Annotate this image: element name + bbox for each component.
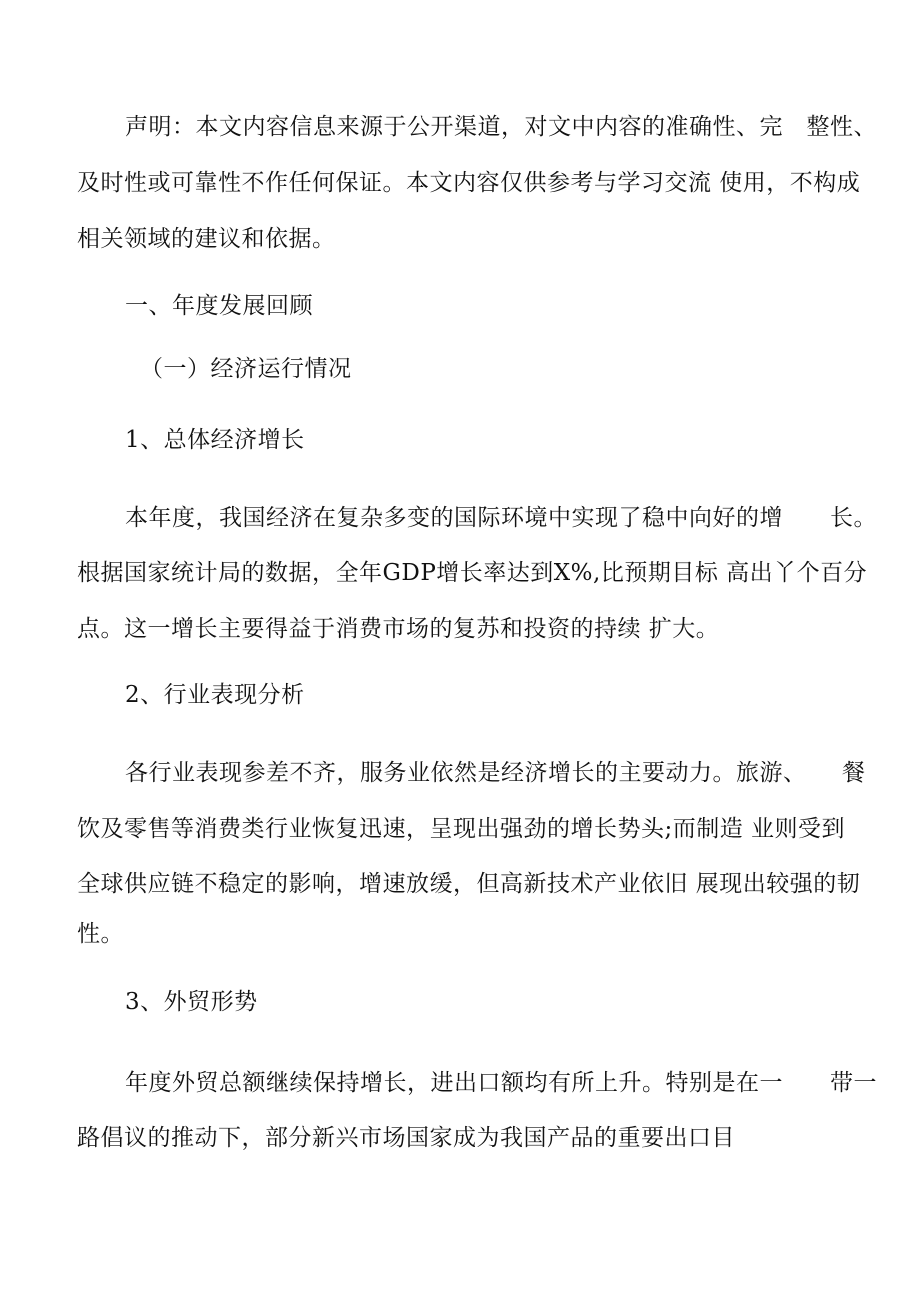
disclaimer-line-3: 相关领域的建议和依据。 <box>77 226 336 252</box>
subsection-title: （一）经济运行情况 <box>140 356 352 382</box>
item-3-line-1: 年度外贸总额继续保持增长，进出口额均有所上升。特别是在一 带一 <box>125 1070 877 1096</box>
item-2-line-3: 全球供应链不稳定的影响，增速放缓，但高新技术产业依旧 展现出较强的韧 <box>77 871 861 897</box>
item-2-line-4: 性。 <box>77 921 124 947</box>
item-heading-1: 1、总体经济增长 <box>125 427 305 453</box>
item-2-line-1: 各行业表现参差不齐，服务业依然是经济增长的主要动力。旅游、 餐 <box>125 760 866 786</box>
item-1-line-1: 本年度，我国经济在复杂多变的国际环境中实现了稳中向好的增 长。 <box>125 505 877 531</box>
disclaimer-line-1: 声明：本文内容信息来源于公开渠道，对文中内容的准确性、完 整性、 <box>125 114 877 140</box>
item-3-line-2: 路倡议的推动下，部分新兴市场国家成为我国产品的重要出口目 <box>77 1125 735 1151</box>
section-title: 一、年度发展回顾 <box>125 293 313 319</box>
item-2-line-2: 饮及零售等消费类行业恢复迅速，呈现出强劲的增长势头;而制造 业则受到 <box>77 816 846 842</box>
item-heading-2: 2、行业表现分析 <box>125 682 305 708</box>
item-1-line-3: 点。这一增长主要得益于消费市场的复苏和投资的持续 扩大。 <box>77 616 720 642</box>
item-heading-3: 3、外贸形势 <box>125 989 258 1015</box>
item-1-line-2: 根据国家统计局的数据，全年GDP增长率达到X%,比预期目标 高出丫个百分 <box>77 560 868 586</box>
disclaimer-line-2: 及时性或可靠性不作任何保证。本文内容仅供参考与学习交流 使用，不构成 <box>77 170 861 196</box>
